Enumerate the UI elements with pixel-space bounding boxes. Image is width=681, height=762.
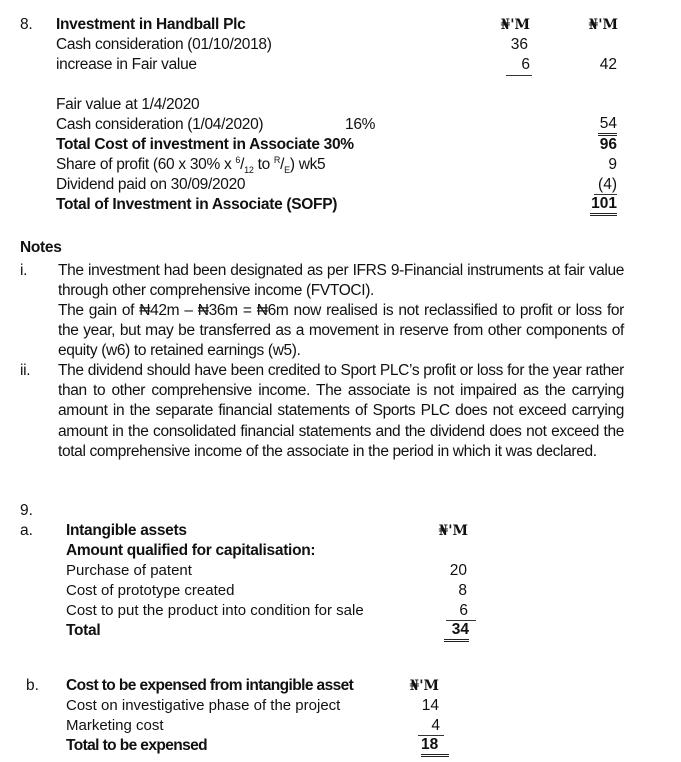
- row-value: 96: [599, 136, 617, 153]
- row-value: 54: [598, 115, 617, 136]
- total-label: Total: [66, 622, 101, 639]
- column-header: ₦'M: [409, 678, 439, 694]
- row-total-value: 101: [590, 195, 617, 216]
- row-value: 8: [458, 582, 467, 599]
- total-value: 18: [421, 736, 449, 757]
- row-label: Purchase of patent: [66, 562, 192, 579]
- row-label: Cost to put the product into condition for sale: [66, 602, 364, 619]
- subsection-subtitle: Amount qualified for capitalisation:: [66, 542, 316, 559]
- column-header: ₦'M: [438, 523, 468, 539]
- row-label: Share of profit (60 x 30% x $^6/_{12}$ to $^R/_E$) wk5: [56, 154, 326, 176]
- section-title: Investment in Handball Plc: [56, 16, 246, 33]
- row-label: Cost of prototype created: [66, 582, 235, 599]
- row-label: Cash consideration (1/04/2020): [56, 116, 264, 133]
- row-label: Fair value at 1/4/2020: [56, 96, 200, 113]
- note-text: The gain of ₦42m – ₦36m = ₦6m now realised is not reclassified to profit or loss for the year, but may be transferred as a movement in reserve from other components of equity (w6) to retained earnings (w5).: [58, 302, 624, 360]
- subsection-marker: a.: [20, 522, 33, 539]
- row-label: increase in Fair value: [56, 56, 197, 73]
- note-text: The investment had been designated as per IFRS 9-Financial instruments at fair value through other comprehensive income (FVTOCI).: [58, 262, 624, 300]
- row-value: 14: [421, 697, 439, 714]
- section-number: 8.: [20, 16, 33, 33]
- note-marker: ii.: [20, 362, 31, 379]
- row-label: Dividend paid on 30/09/2020: [56, 176, 246, 193]
- row-value: 42: [599, 56, 617, 73]
- column-header-2: ₦'M: [588, 17, 618, 33]
- row-value: (4): [594, 175, 617, 195]
- section-number: 9.: [20, 502, 33, 519]
- row-value: 36: [510, 36, 528, 53]
- row-value: 4: [418, 716, 444, 736]
- note-text: The dividend should have been credited to Sport PLC’s profit or loss for the year rather than to other comprehensive income. The associate is not impaired as the carrying amount in the separate financial statements of Sports PLC does not exceed carrying amount in the consolidated financial statements and the dividend does not exceed the total comprehensive income of the associate in the period in which it was declared.: [58, 362, 624, 460]
- row-percent: 16%: [345, 116, 376, 133]
- note-marker: i.: [20, 262, 28, 279]
- subsection-title: Intangible assets: [66, 522, 187, 539]
- row-value: 6: [506, 55, 532, 76]
- row-label: Marketing cost: [66, 717, 164, 734]
- column-header-1: ₦'M: [500, 17, 530, 33]
- row-label: Cash consideration (01/10/2018): [56, 36, 272, 53]
- row-value: 6: [446, 601, 476, 621]
- notes-heading: Notes: [20, 239, 62, 256]
- row-label: Cost on investigative phase of the project: [66, 697, 341, 714]
- row-value: 9: [608, 156, 617, 173]
- total-value: 34: [444, 621, 469, 642]
- total-label: Total to be expensed: [66, 737, 208, 754]
- row-value: 20: [449, 562, 467, 579]
- row-label: Total Cost of investment in Associate 30%: [56, 136, 354, 153]
- subsection-marker: b.: [26, 677, 39, 694]
- subsection-title: Cost to be expensed from intangible asset: [66, 677, 354, 694]
- row-label: Total of Investment in Associate (SOFP): [56, 196, 338, 213]
